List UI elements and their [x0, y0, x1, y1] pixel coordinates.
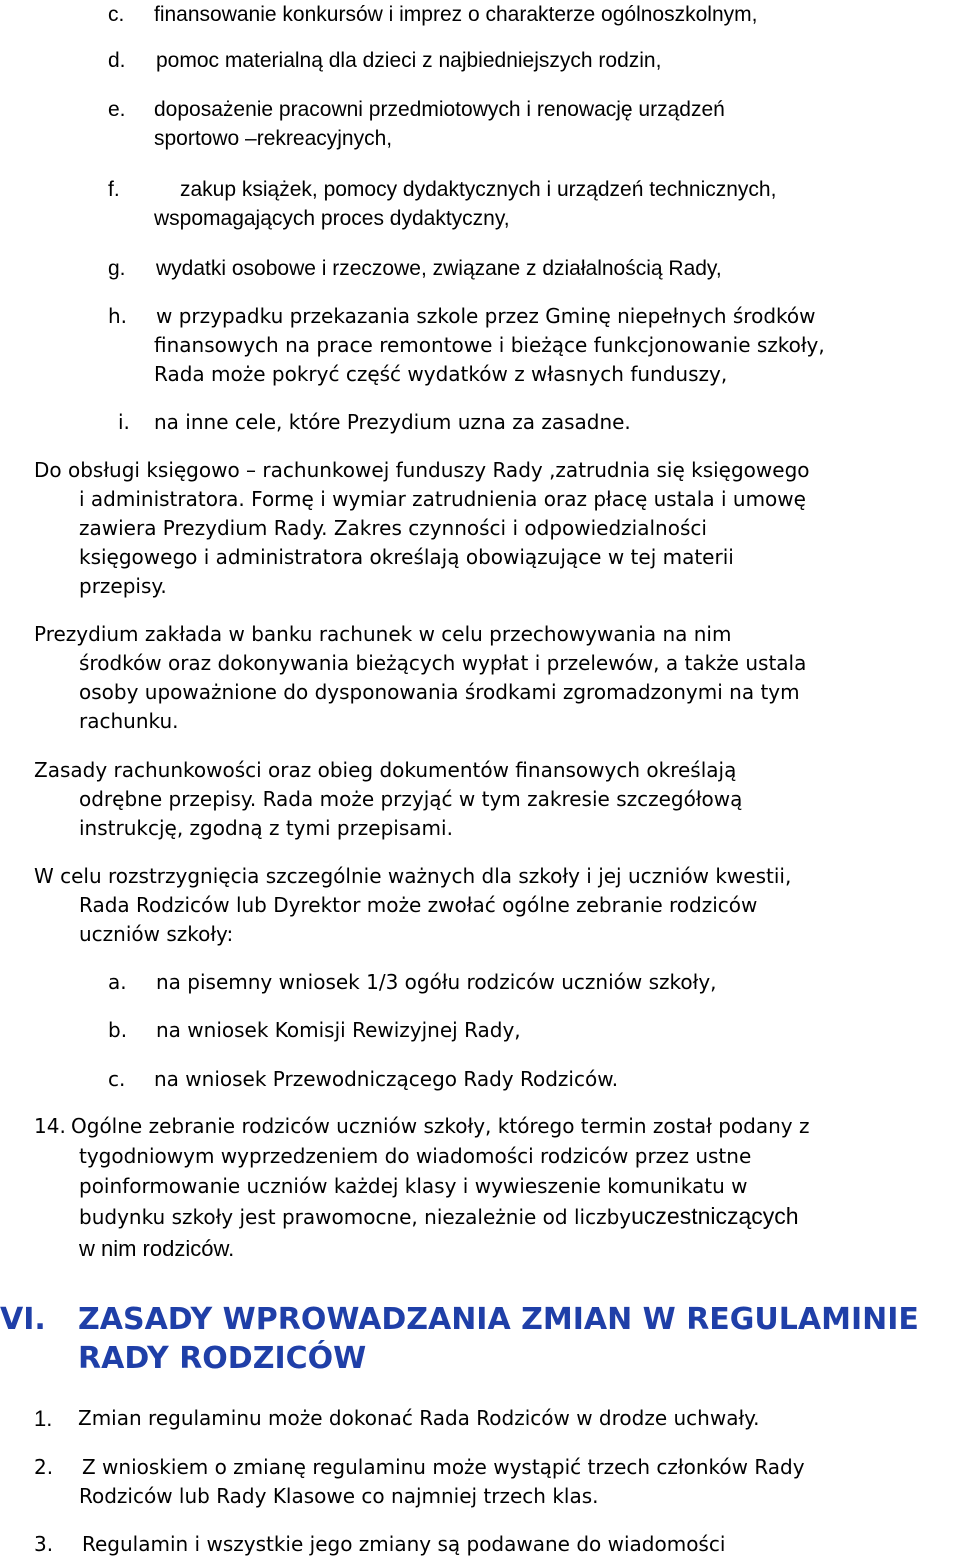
list-label: a.	[108, 970, 127, 994]
list-text: na pisemny wniosek 1/3 ogółu rodziców uczniów szkoły,	[156, 970, 717, 994]
paragraph-line: instrukcję, zgodną z tymi przepisami.	[79, 816, 453, 840]
list-text: wydatki osobowe i rzeczowe, związane z działalnością Rady,	[156, 257, 722, 280]
paragraph-line: środków oraz dokonywania bieżących wypłat i przelewów, a także ustala	[79, 651, 807, 675]
paragraph-line: uczniów szkoły:	[79, 922, 234, 946]
list-label: b.	[108, 1018, 128, 1042]
list-text: zakup książek, pomocy dydaktycznych i urządzeń technicznych,	[180, 178, 777, 201]
item-line: Regulamin i wszystkie jego zmiany są podawane do wiadomości	[82, 1532, 726, 1556]
paragraph-line: Zasady rachunkowości oraz obieg dokumentów finansowych określają	[34, 758, 737, 782]
paragraph-general-meeting	[34, 862, 954, 949]
paragraph-line: odrębne przepisy. Rada może przyjąć w tym zakresie szczegółową	[79, 787, 743, 811]
item-line: poinformowanie uczniów każdej klasy i wywieszenie komunikatu w	[79, 1174, 748, 1198]
section-title-line: ZASADY WPROWADZANIA ZMIAN W REGULAMINIE	[78, 1302, 919, 1337]
list-label: e.	[108, 98, 126, 121]
paragraph-line: W celu rozstrzygnięcia szczególnie ważnych dla szkoły i jej uczniów kwestii,	[34, 864, 792, 888]
paragraph-line: i administratora. Formę i wymiar zatrudnienia oraz płacę ustala i umowę	[79, 487, 806, 511]
list-text: wspomagających proces dydaktyczny,	[154, 207, 510, 230]
list-text: pomoc materialną dla dzieci z najbiedniejszych rodzin,	[156, 49, 662, 72]
list-label: f.	[108, 178, 120, 201]
paragraph-accounting	[34, 456, 954, 601]
list-text: sportowo –rekreacyjnych,	[154, 127, 393, 150]
item-line-main: budynku szkoły jest prawomocne, niezależnie od liczby	[79, 1205, 632, 1229]
paragraph-line: rachunku.	[79, 709, 179, 733]
list-label: d.	[108, 49, 126, 72]
list-label: h.	[108, 304, 128, 328]
paragraph-bank-account	[34, 620, 954, 736]
item-line	[79, 1202, 799, 1232]
list-text: na inne cele, które Prezydium uzna za zasadne.	[154, 410, 631, 434]
item-number: 1.	[34, 1406, 53, 1431]
list-label: i.	[118, 410, 130, 434]
list-text: w przypadku przekazania szkole przez Gminę niepełnych środków	[156, 304, 816, 328]
item-line-tail: uczestniczących	[631, 1203, 799, 1229]
paragraph-line: Rada Rodziców lub Dyrektor może zwołać ogólne zebranie rodziców	[79, 893, 758, 917]
item-line: w nim rodziców.	[79, 1236, 235, 1261]
list-label: g.	[108, 257, 126, 280]
item-line: tygodniowym wyprzedzeniem do wiadomości rodziców przez ustne	[79, 1144, 752, 1168]
paragraph-line: Do obsługi księgowo – rachunkowej funduszy Rady ,zatrudnia się księgowego	[34, 458, 810, 482]
list-text: finansowych na prace remontowe i bieżące funkcjonowanie szkoły,	[154, 333, 825, 357]
paragraph-line: Prezydium zakłada w banku rachunek w celu przechowywania na nim	[34, 622, 732, 646]
paragraph-line: przepisy.	[79, 574, 167, 598]
item-number: 14.	[34, 1114, 66, 1138]
paragraph-line: księgowego i administratora określają obowiązujące w tej materii	[79, 545, 734, 569]
list-text: finansowanie konkursów i imprez o charakterze ogólnoszkolnym,	[154, 3, 758, 26]
list-label: c.	[108, 1067, 126, 1091]
section-title	[78, 1300, 919, 1378]
item-number: 3.	[34, 1532, 54, 1556]
list-text: na wniosek Komisji Rewizyjnej Rady,	[156, 1018, 521, 1042]
paragraph-line: zawiera Prezydium Rady. Zakres czynności i odpowiedzialności	[79, 516, 707, 540]
list-text: na wniosek Przewodniczącego Rady Rodziców.	[154, 1067, 619, 1091]
list-label: c.	[108, 3, 125, 26]
paragraph-line: osoby upoważnione do dysponowania środkami zgromadzonymi na tym	[79, 680, 800, 704]
item-line: Zmian regulaminu może dokonać Rada Rodziców w drodze uchwały.	[78, 1406, 760, 1430]
paragraph-accounting-rules	[34, 756, 954, 843]
list-text: Rada może pokryć część wydatków z własnych funduszy,	[154, 362, 728, 386]
section-title-line: RADY RODZICÓW	[78, 1341, 367, 1376]
list-text: doposażenie pracowni przedmiotowych i renowację urządzeń	[154, 98, 725, 121]
item-number: 2.	[34, 1455, 54, 1479]
item-line: Ogólne zebranie rodziców uczniów szkoły, którego termin został podany z	[71, 1114, 810, 1138]
item-line: Z wnioskiem o zmianę regulaminu może wystąpić trzech członków Rady	[82, 1455, 805, 1479]
item-line: Rodziców lub Rady Klasowe co najmniej trzech klas.	[79, 1484, 599, 1508]
section-number: VI.	[0, 1302, 46, 1337]
